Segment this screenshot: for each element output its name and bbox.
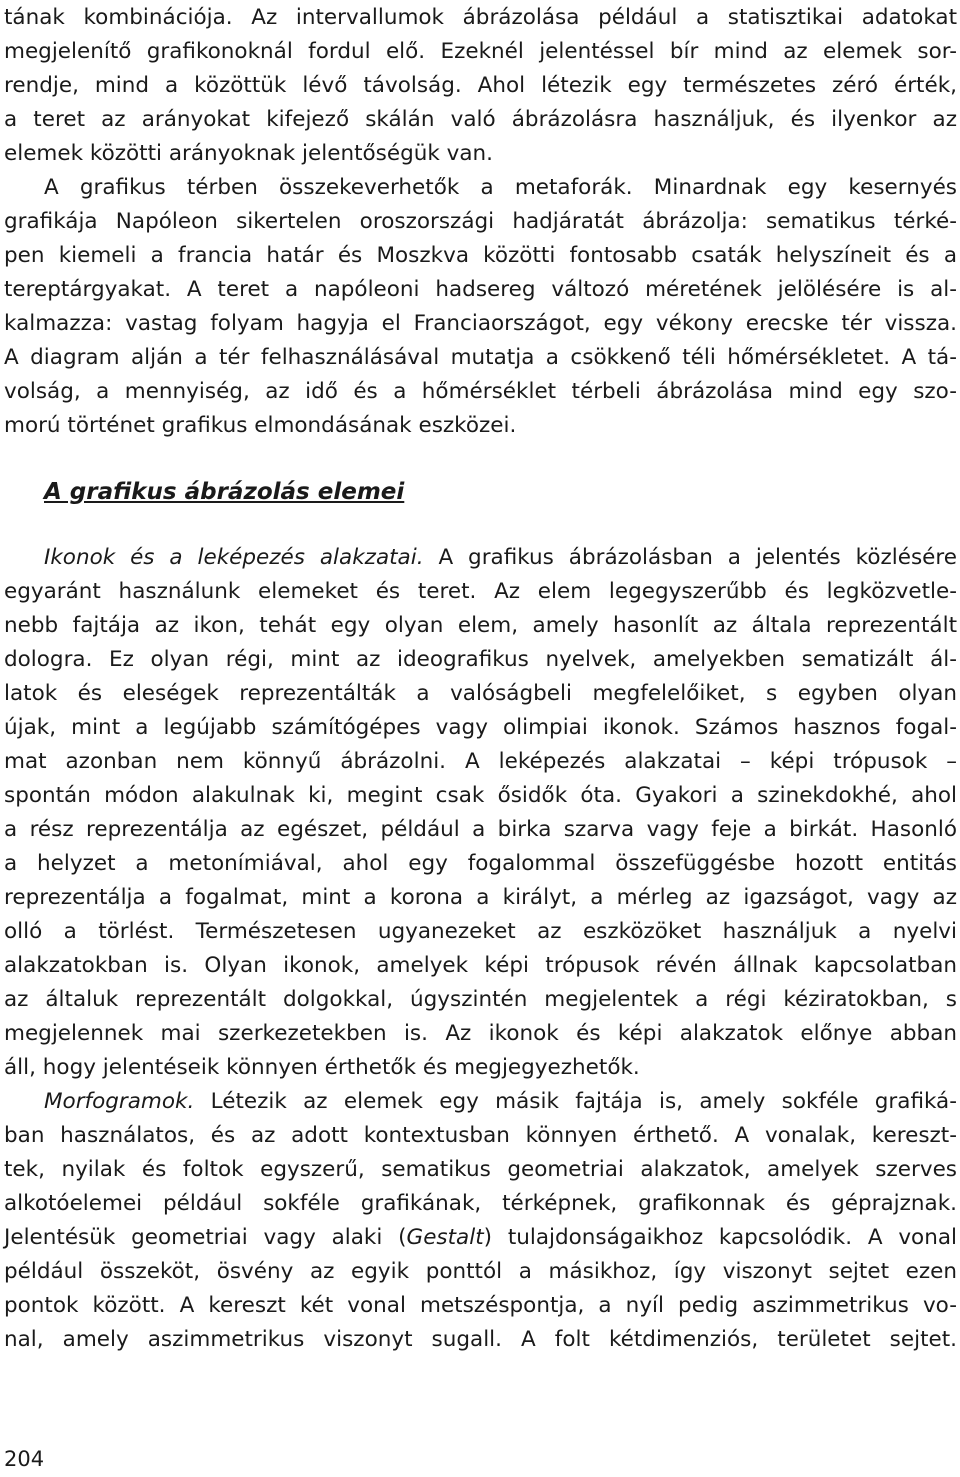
text-line: a teret az arányokat kifejező skálán való ábrázolásra használjuk, és ilyenkor az <box>4 107 957 132</box>
text-line: az általuk reprezentált dolgokkal, úgyszintén megjelentek a régi kéziratokban, s <box>4 987 957 1012</box>
text-line: nebb fajtája az ikon, tehát egy olyan elem, amely hasonlít az általa reprezentált <box>4 613 957 638</box>
text-line: tereptárgyakat. A teret a napóleoni hadsereg változó méretének jelölésére is al- <box>4 277 957 302</box>
run-in-heading: Morfogramok. <box>44 1089 195 1114</box>
paragraph-first-line <box>44 1084 957 1120</box>
text-line: a rész reprezentálja az egészet, például a birka szarva vagy feje a birkát. Hasonló <box>4 817 957 842</box>
text-line: nal, amely aszimmetrikus viszonyt sugall. A folt kétdimenziós, területet sejtet. <box>4 1327 957 1352</box>
text-line: olló a törlést. Természetesen ugyanezeket az eszközöket használjuk a nyelvi <box>4 919 957 944</box>
text-run: Jelentésük geometriai vagy alaki ( <box>4 1225 407 1250</box>
text-line: morú történet grafikus elmondásának eszközei. <box>4 413 517 438</box>
text-line: megjelennek mai szerkezetekben is. Az ikonok és képi alakzatok előnye abban <box>4 1021 957 1046</box>
text-line: újak, mint a legújabb számítógépes vagy olimpiai ikonok. Számos hasznos fogal- <box>4 715 957 740</box>
text-line: spontán módon alakulnak ki, megint csak ősidők óta. Gyakori a szinekdokhé, ahol <box>4 783 957 808</box>
text-line: tek, nyilak és foltok egyszerű, sematikus geometriai alakzatok, amelyek szerves <box>4 1157 957 1182</box>
text-line: ban használatos, és az adott kontextusban könnyen érthető. A vonalak, kereszt- <box>4 1123 957 1148</box>
text-line: elemek közötti arányoknak jelentőségük van. <box>4 141 494 166</box>
text-line: volság, a mennyiség, az idő és a hőmérséklet térbeli ábrázolása mind egy szo- <box>4 379 957 404</box>
text-run: ) tulajdonságaikhoz kapcsolódik. A vonal <box>483 1225 957 1250</box>
emphasis-term: Gestalt <box>406 1225 484 1250</box>
text-line: A grafikus térben összekeverhetők a metaforák. Minardnak egy kesernyés <box>44 175 957 200</box>
text-line: a helyzet a metonímiával, ahol egy fogalommal összefüggésbe hozott entitás <box>4 851 957 876</box>
paragraph-first-line <box>44 540 957 576</box>
text-line: grafikája Napóleon sikertelen oroszországi hadjáratát ábrázolja: sematikus térké- <box>4 209 957 234</box>
text-line: rendje, mind a közöttük lévő távolság. Ahol létezik egy természetes zéró érték, <box>4 73 957 98</box>
text-line: megjelenítő grafikonoknál fordul elő. Ezeknél jelentéssel bír mind az elemek sor- <box>4 39 957 64</box>
text-line: reprezentálja a fogalmat, mint a korona a királyt, a mérleg az igazságot, vagy az <box>4 885 957 910</box>
text-line: tának kombinációja. Az intervallumok ábrázolása például a statisztikai adatokat <box>4 5 957 30</box>
text-line: pen kiemeli a francia határ és Moszkva közötti fontosabb csaták helyszíneit és a <box>4 243 957 268</box>
text-run: A grafikus ábrázolásban a jelentés közlésére <box>423 545 957 570</box>
run-in-heading: Ikonok és a leképezés alakzatai. <box>44 545 424 570</box>
text-line: pontok között. A kereszt két vonal metszéspontja, a nyíl pedig aszimmetrikus vo- <box>4 1293 957 1318</box>
text-line: dologra. Ez olyan régi, mint az ideografikus nyelvek, amelyekben sematizált ál- <box>4 647 957 672</box>
text-line: áll, hogy jelentéseik könnyen érthetők és megjegyezhetők. <box>4 1055 640 1080</box>
page-number: 204 <box>4 1447 45 1471</box>
text-run: Létezik az elemek egy másik fajtája is, amely sokféle grafiká- <box>194 1089 957 1114</box>
text-line: például összeköt, ösvény az egyik ponttól a másikhoz, így viszonyt sejtet ezen <box>4 1259 957 1284</box>
text-line: alkotóelemei például sokféle grafikának, térképnek, grafikonnak és géprajznak. <box>4 1191 957 1216</box>
section-heading: A grafikus ábrázolás elemei <box>44 479 405 505</box>
text-line: egyaránt használunk elemeket és teret. Az elem legegyszerűbb és legközvetle- <box>4 579 957 604</box>
text-line: mat azonban nem könnyű ábrázolni. A leképezés alakzatai – képi trópusok – <box>4 749 957 774</box>
text-line: alakzatokban is. Olyan ikonok, amelyek képi trópusok révén állnak kapcsolatban <box>4 953 957 978</box>
text-line: A diagram alján a tér felhasználásával mutatja a csökkenő téli hőmérsékletet. A tá- <box>4 345 957 370</box>
text-line <box>4 1220 957 1256</box>
text-line: latok és eleségek reprezentálták a valóságbeli megfelelőiket, s egyben olyan <box>4 681 957 706</box>
text-line: kalmazza: vastag folyam hagyja el Franciaországot, egy vékony erecske tér vissza. <box>4 311 957 336</box>
